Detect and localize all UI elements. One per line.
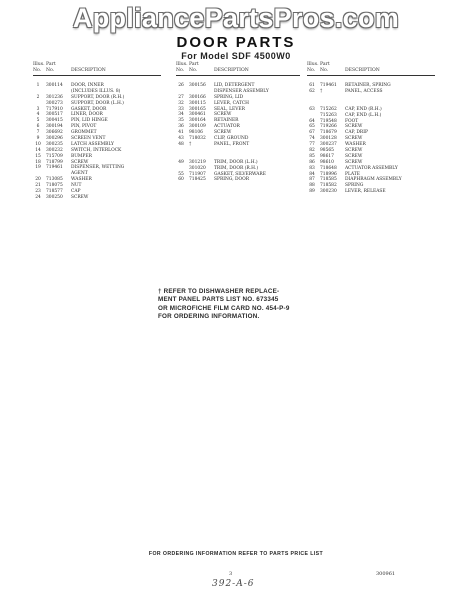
part-number: 718585 bbox=[320, 177, 337, 183]
illus-number: 61 bbox=[309, 83, 315, 88]
part-number: † bbox=[189, 141, 192, 147]
illus-number: 6 bbox=[36, 124, 40, 130]
page-number: 3 bbox=[229, 571, 233, 577]
part-description: AGENT bbox=[71, 171, 88, 177]
illus-number: 41 bbox=[178, 130, 184, 136]
header-illus: Illus. bbox=[307, 62, 319, 67]
part-description: NUT bbox=[71, 183, 82, 189]
part-number: 301219 bbox=[189, 159, 206, 165]
part-number: 300237 bbox=[320, 142, 337, 148]
part-number: 301236 bbox=[46, 94, 63, 100]
ordering-footer-note: FOR ORDERING INFORMATION REFER TO PARTS PRICE LIST bbox=[148, 551, 324, 557]
part-number: 300165 bbox=[189, 106, 206, 112]
illus-number: 35 bbox=[178, 118, 184, 124]
watermark-banner: AppliancePartsPros.com bbox=[72, 3, 400, 33]
part-description: CLIP, GROUND bbox=[214, 136, 249, 142]
part-number: 711907 bbox=[189, 171, 206, 177]
illus-number: 65 bbox=[309, 124, 315, 130]
row-spacer bbox=[307, 95, 435, 107]
column-header bbox=[33, 62, 161, 76]
part-number: 718996 bbox=[320, 171, 337, 177]
part-description: SCREW bbox=[345, 136, 363, 142]
column-header bbox=[307, 62, 435, 76]
illus-number: 19 bbox=[35, 165, 41, 171]
part-description: BUMPER bbox=[71, 153, 92, 159]
illus-number: 67 bbox=[309, 130, 315, 136]
illus-number: 82 bbox=[309, 148, 315, 154]
part-number: 715262 bbox=[320, 106, 337, 112]
header-no: No. bbox=[307, 68, 316, 73]
header-part-no: No. bbox=[320, 68, 329, 73]
part-number: 300235 bbox=[46, 141, 63, 147]
illus-number: 15 bbox=[35, 153, 41, 159]
header-part-no: No. bbox=[189, 68, 198, 73]
part-description: RETAINER, SPRING bbox=[345, 83, 391, 88]
illus-number: 2 bbox=[36, 94, 40, 100]
note-line: MENT PANEL PARTS LIST NO. 673345 bbox=[158, 296, 279, 304]
part-description: WASHER bbox=[345, 142, 366, 148]
part-number: 300194 bbox=[46, 124, 63, 130]
part-number: 718425 bbox=[189, 177, 206, 183]
part-description: TRIM, DOOR (L.H.) bbox=[214, 159, 258, 165]
illus-number: 89 bbox=[309, 189, 315, 195]
illus-number: 18 bbox=[35, 159, 41, 165]
replacement-panel-note bbox=[158, 288, 328, 321]
part-number: 300250 bbox=[46, 194, 63, 200]
illus-number: 49 bbox=[178, 159, 184, 165]
part-number: 718648 bbox=[320, 165, 337, 171]
part-number: 300273 bbox=[46, 100, 63, 106]
model-subtitle: For Model SDF 4500W0 bbox=[181, 51, 291, 61]
part-description: DISPENSER ASSEMBLY bbox=[214, 88, 269, 94]
header-description: DESCRIPTION bbox=[71, 68, 106, 73]
part-description: LEVER, CATCH bbox=[214, 100, 250, 106]
part-row bbox=[307, 89, 435, 95]
parts-rows bbox=[176, 83, 300, 183]
part-description: CAP, END (R.H.) bbox=[345, 106, 382, 112]
part-number: 718799 bbox=[46, 159, 63, 165]
part-description: PIN, LID HINGE bbox=[71, 118, 108, 124]
parts-rows bbox=[307, 83, 435, 195]
parts-column-3 bbox=[307, 62, 435, 195]
part-description: FOOT bbox=[345, 118, 359, 124]
part-description: DISPENSER, WETTING bbox=[71, 165, 125, 171]
illus-number: 7 bbox=[36, 130, 40, 136]
illus-number: 33 bbox=[178, 106, 184, 112]
illus-number: 88 bbox=[309, 183, 315, 189]
illus-number: 77 bbox=[309, 142, 315, 148]
part-description: CAP, DRIP bbox=[345, 130, 368, 136]
part-description: DIAPHRAGM ASSEMBLY bbox=[345, 177, 402, 183]
part-number: 718075 bbox=[46, 183, 63, 189]
illus-number: 74 bbox=[309, 136, 315, 142]
part-number: 98106 bbox=[189, 130, 203, 136]
part-description: SCREW bbox=[345, 153, 363, 159]
parts-column-2 bbox=[176, 62, 300, 183]
illus-number: 4 bbox=[36, 112, 40, 118]
part-number: 719461 bbox=[320, 83, 337, 88]
header-part: Part bbox=[46, 62, 56, 67]
illus-number: 14 bbox=[35, 147, 41, 153]
part-description: SCREEN VENT bbox=[71, 136, 106, 142]
part-description: SCREW bbox=[345, 124, 363, 130]
part-number: 306692 bbox=[46, 130, 63, 136]
illus-number: 55 bbox=[178, 171, 184, 177]
illus-number: 64 bbox=[309, 118, 315, 124]
part-description: WASHER bbox=[71, 177, 92, 183]
part-number: 713085 bbox=[46, 177, 63, 183]
illus-number: 32 bbox=[178, 100, 184, 106]
illus-number: 48 bbox=[178, 141, 184, 147]
part-number: 98617 bbox=[320, 153, 334, 159]
illus-number: 10 bbox=[35, 141, 41, 147]
illus-number: 36 bbox=[178, 124, 184, 130]
part-description: ACTUATOR ASSEMBLY bbox=[345, 165, 398, 171]
part-number: 718679 bbox=[320, 130, 337, 136]
illus-number: 27 bbox=[178, 94, 184, 100]
part-description: PIN, PIVOT bbox=[71, 124, 97, 130]
part-description: PLATE bbox=[345, 171, 360, 177]
part-row bbox=[33, 195, 161, 201]
part-description: LINER, DOOR bbox=[71, 112, 103, 118]
part-number: 715263 bbox=[320, 112, 337, 118]
part-number: 719266 bbox=[320, 124, 337, 130]
part-description: GROMMET bbox=[71, 130, 97, 136]
part-number: 719461 bbox=[46, 165, 63, 171]
part-description: TRIM, DOOR (R.H.) bbox=[214, 165, 259, 171]
illus-number: 83 bbox=[309, 165, 315, 171]
illus-number: 5 bbox=[36, 118, 40, 124]
part-number: 719548 bbox=[320, 118, 337, 124]
part-description: DOOR, INNER bbox=[71, 83, 104, 88]
part-number: 300517 bbox=[46, 112, 63, 118]
header-no: No. bbox=[33, 68, 42, 73]
part-description: SCREW bbox=[214, 130, 232, 136]
document-number: 300961 bbox=[376, 571, 396, 577]
illus-number: 9 bbox=[36, 136, 40, 142]
illus-number: 21 bbox=[35, 183, 41, 189]
page-title: DOOR PARTS bbox=[176, 34, 296, 51]
note-line: OR MICROFICHE FILM CARD NO. 454-P-9 bbox=[158, 304, 290, 312]
part-number: 300156 bbox=[189, 83, 206, 88]
part-description: SCREW bbox=[71, 194, 89, 200]
part-number: 718577 bbox=[46, 189, 63, 195]
part-number: 717910 bbox=[46, 106, 63, 112]
parts-column-1 bbox=[33, 62, 161, 201]
header-illus: Illus. bbox=[33, 62, 45, 67]
part-description: SCREW bbox=[345, 159, 363, 165]
part-description: SUPPORT, DOOR (R.H.) bbox=[71, 94, 125, 100]
part-number: 300296 bbox=[46, 136, 63, 142]
illus-number: 1 bbox=[36, 83, 40, 88]
illus-number: 86 bbox=[309, 159, 315, 165]
part-description: CAP bbox=[71, 189, 81, 195]
note-line: † REFER TO DISHWASHER REPLACE- bbox=[158, 288, 280, 295]
part-number: † bbox=[320, 88, 323, 94]
part-number: 300114 bbox=[46, 83, 63, 88]
illus-number: 60 bbox=[178, 177, 184, 183]
part-description: CAP, END (L.H.) bbox=[345, 112, 382, 118]
part-description: SPRING, DOOR bbox=[214, 177, 250, 183]
handwritten-annotation: 392-A-6 bbox=[212, 579, 255, 589]
part-row bbox=[176, 142, 300, 148]
part-description: PANEL, FRONT bbox=[214, 141, 250, 147]
part-number: 718582 bbox=[320, 183, 337, 189]
header-description: DESCRIPTION bbox=[214, 68, 249, 73]
part-number: 300109 bbox=[189, 124, 206, 130]
part-description: PANEL, ACCESS bbox=[345, 88, 383, 94]
illus-number: 26 bbox=[178, 83, 184, 88]
part-description: LID, DETERGENT bbox=[214, 83, 255, 88]
row-spacer bbox=[176, 148, 300, 160]
part-number: 715709 bbox=[46, 153, 63, 159]
part-description: SCREW bbox=[214, 112, 232, 118]
part-description: (INCLUDES ILLUS. 8) bbox=[71, 88, 121, 94]
part-description: SEAL, LEVER bbox=[214, 106, 245, 112]
part-description: SWITCH, INTERLOCK bbox=[71, 147, 122, 153]
illus-number: 43 bbox=[178, 136, 184, 142]
column-header bbox=[176, 62, 300, 76]
part-row bbox=[176, 177, 300, 183]
header-illus: Illus. bbox=[176, 62, 188, 67]
header-description: DESCRIPTION bbox=[345, 68, 380, 73]
part-row bbox=[307, 189, 435, 195]
illus-number: 85 bbox=[309, 153, 315, 159]
header-part: Part bbox=[320, 62, 330, 67]
part-number: 300164 bbox=[189, 118, 206, 124]
illus-number: 62 bbox=[309, 88, 315, 94]
illus-number: 84 bbox=[309, 171, 315, 177]
illus-number: 34 bbox=[178, 112, 184, 118]
part-number: 98565 bbox=[320, 148, 334, 154]
illus-number: 87 bbox=[309, 177, 315, 183]
part-description: SPRING bbox=[345, 183, 364, 189]
part-description: GASKET, SILVERWARE bbox=[214, 171, 266, 177]
note-line: FOR ORDERING INFORMATION. bbox=[158, 312, 260, 320]
part-description: ACTUATOR bbox=[214, 124, 240, 130]
illus-number: 63 bbox=[309, 106, 315, 112]
part-number: 718032 bbox=[189, 136, 206, 142]
parts-rows bbox=[33, 83, 161, 201]
header-part-no: No. bbox=[46, 68, 55, 73]
part-description: RETAINER bbox=[214, 118, 239, 124]
part-number: 300128 bbox=[320, 136, 337, 142]
header-no: No. bbox=[176, 68, 185, 73]
part-number: 300230 bbox=[320, 189, 337, 195]
part-number: 300115 bbox=[189, 100, 206, 106]
part-description: LEVER, RELEASE bbox=[345, 189, 386, 195]
part-description: SCREW bbox=[71, 159, 89, 165]
part-number: 300415 bbox=[46, 118, 63, 124]
part-number: 300166 bbox=[189, 94, 206, 100]
header-part: Part bbox=[189, 62, 199, 67]
illus-number: 24 bbox=[35, 194, 41, 200]
part-description: SCREW bbox=[345, 148, 363, 154]
part-number: 98610 bbox=[320, 159, 334, 165]
part-number: 301020 bbox=[189, 165, 206, 171]
part-number: 300461 bbox=[189, 112, 206, 118]
illus-number: 3 bbox=[36, 106, 40, 112]
part-description: SPRING, LID bbox=[214, 94, 244, 100]
illus-number: 20 bbox=[35, 177, 41, 183]
illus-number: 23 bbox=[35, 189, 41, 195]
part-description: GASKET, DOOR bbox=[71, 106, 107, 112]
part-description: SUPPORT, DOOR (L.H.) bbox=[71, 100, 124, 106]
part-number: 300232 bbox=[46, 147, 63, 153]
part-description: LATCH ASSEMBLY bbox=[71, 141, 114, 147]
